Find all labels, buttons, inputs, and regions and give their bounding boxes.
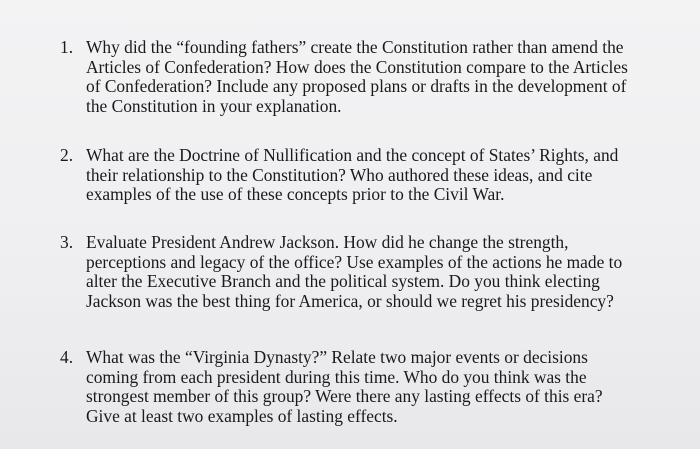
question-1 — [60, 38, 640, 116]
question-4 — [60, 348, 640, 426]
question-text: Why did the “founding fathers” create the Constitution rather than amend the Articles of Confederation? How does the Constitution compare to the Articles of Confederation? Include any proposed plans or drafts in the development of the Constitution in your explanation. — [86, 37, 628, 116]
question-number: 4. — [60, 347, 74, 367]
question-text: What was the “Virginia Dynasty?” Relate two major events or decisions coming from each president during this time. Who do you think was the strongest member of this group? Were there any lasting effects of this era? Give at least two examples of lasting effects. — [86, 347, 603, 426]
question-number: 1. — [60, 37, 74, 57]
question-2 — [60, 146, 640, 205]
question-3 — [60, 233, 640, 311]
question-number: 2. — [60, 145, 74, 165]
question-number: 3. — [60, 232, 74, 252]
question-text: What are the Doctrine of Nullification and the concept of States’ Rights, and their relationship to the Constitution? Who authored these ideas, and cite examples of the use of these concepts prior to the Civil War. — [86, 145, 619, 204]
question-text: Evaluate President Andrew Jackson. How did he change the strength, perceptions and legacy of the office? Use examples of the actions he made to alter the Executive Branch and the political system. Do you think electing Jackson was the best thing for America, or should we regret his presidency? — [86, 232, 623, 311]
